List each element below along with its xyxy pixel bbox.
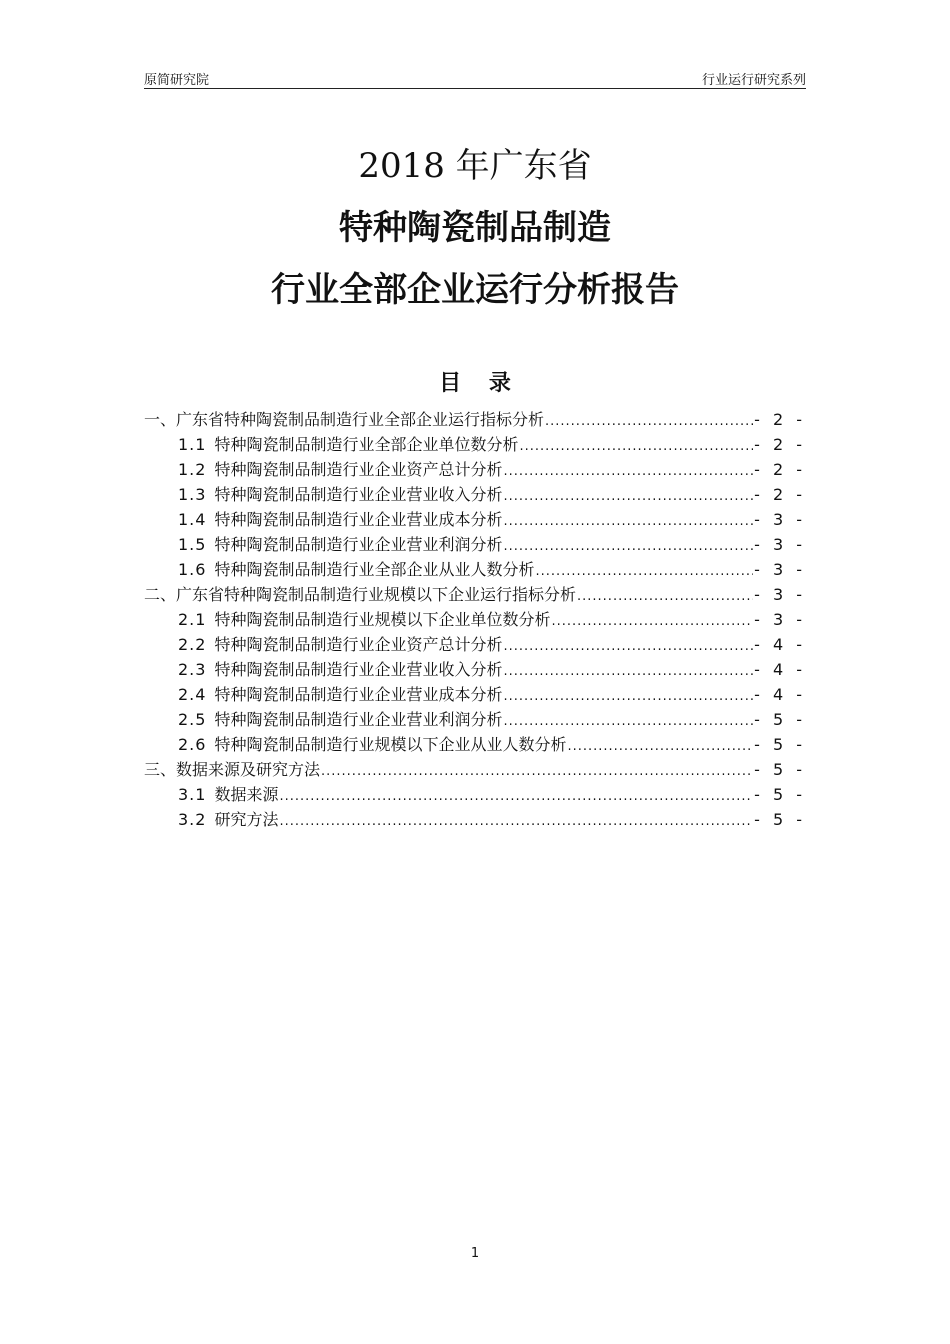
toc-entry-page: - 3 - — [754, 510, 806, 529]
toc-entry-page: - 4 - — [754, 635, 806, 654]
table-of-contents — [144, 407, 806, 832]
toc-leader-dots — [519, 434, 753, 459]
toc-leader-dots — [503, 509, 753, 534]
toc-entry-text: 数据来源 — [214, 785, 279, 804]
toc-entry-text: 特种陶瓷制品制造行业规模以下企业单位数分析 — [214, 610, 551, 629]
toc-entry-page: - 2 - — [754, 410, 806, 429]
toc-entry-number: 3.2 — [178, 810, 207, 829]
toc-leader-dots — [545, 409, 753, 434]
toc-leader-dots — [279, 809, 753, 834]
toc-entry[interactable] — [144, 557, 806, 582]
page-number: 1 — [470, 1246, 480, 1261]
toc-entry[interactable] — [144, 532, 806, 557]
toc-entry-number: 1.3 — [178, 485, 207, 504]
toc-leader-dots — [503, 534, 753, 559]
toc-leader-dots — [567, 734, 753, 759]
toc-entry-page: - 2 - — [754, 460, 806, 479]
toc-entry-text: 特种陶瓷制品制造行业企业资产总计分析 — [214, 635, 503, 654]
toc-leader-dots — [551, 609, 753, 634]
toc-entry-page: - 2 - — [754, 485, 806, 504]
toc-leader-dots — [503, 709, 753, 734]
toc-entry-text: 特种陶瓷制品制造行业企业营业收入分析 — [214, 485, 503, 504]
toc-leader-dots — [503, 684, 753, 709]
toc-entry-page: - 5 - — [754, 760, 806, 779]
page-header — [144, 66, 806, 89]
toc-entry-number: 2.4 — [178, 685, 207, 704]
toc-entry[interactable] — [144, 707, 806, 732]
header-series: 行业运行研究系列 — [701, 73, 806, 88]
toc-entry[interactable] — [144, 607, 806, 632]
toc-entry[interactable] — [144, 457, 806, 482]
toc-entry-page: - 3 - — [754, 535, 806, 554]
toc-entry-page: - 5 - — [754, 710, 806, 729]
toc-entry[interactable] — [144, 482, 806, 507]
toc-entry-number: 1.5 — [178, 535, 207, 554]
toc-entry-page: - 3 - — [754, 585, 806, 604]
toc-entry-text: 特种陶瓷制品制造行业规模以下企业从业人数分析 — [214, 735, 567, 754]
toc-entry[interactable] — [144, 407, 806, 432]
title-line-2: 特种陶瓷制品制造 — [339, 208, 611, 248]
toc-entry[interactable] — [144, 782, 806, 807]
toc-entry-page: - 5 - — [754, 785, 806, 804]
toc-entry[interactable] — [144, 432, 806, 457]
toc-entry-number: 2.6 — [178, 735, 207, 754]
toc-entry-text: 研究方法 — [214, 810, 279, 829]
toc-entry-text: 特种陶瓷制品制造行业企业资产总计分析 — [214, 460, 503, 479]
toc-entry-page: - 3 - — [754, 560, 806, 579]
toc-entry-number: 1.6 — [178, 560, 207, 579]
toc-entry[interactable] — [144, 807, 806, 832]
toc-entry-page: - 3 - — [754, 610, 806, 629]
toc-entry-text: 特种陶瓷制品制造行业企业营业成本分析 — [214, 510, 503, 529]
title-line-3: 行业全部企业运行分析报告 — [271, 270, 679, 310]
toc-entry-text: 特种陶瓷制品制造行业企业营业利润分析 — [214, 710, 503, 729]
toc-entry[interactable] — [144, 632, 806, 657]
toc-entry[interactable] — [144, 757, 806, 782]
toc-leader-dots — [503, 634, 753, 659]
toc-entry-text: 特种陶瓷制品制造行业企业营业利润分析 — [214, 535, 503, 554]
toc-leader-dots — [503, 459, 753, 484]
toc-entry-text: 特种陶瓷制品制造行业企业营业成本分析 — [214, 685, 503, 704]
toc-entry-text: 一、广东省特种陶瓷制品制造行业全部企业运行指标分析 — [144, 410, 545, 429]
toc-entry-page: - 4 - — [754, 660, 806, 679]
toc-entry-number: 2.1 — [178, 610, 207, 629]
toc-entry-page: - 2 - — [754, 435, 806, 454]
toc-entry-text: 特种陶瓷制品制造行业全部企业单位数分析 — [214, 435, 519, 454]
toc-leader-dots — [321, 759, 753, 784]
toc-leader-dots — [577, 584, 753, 609]
toc-entry-number: 1.1 — [178, 435, 207, 454]
toc-entry[interactable] — [144, 657, 806, 682]
toc-leader-dots — [503, 659, 753, 684]
toc-leader-dots — [503, 484, 753, 509]
toc-entry-page: - 4 - — [754, 685, 806, 704]
toc-entry-number: 1.2 — [178, 460, 207, 479]
toc-leader-dots — [279, 784, 753, 809]
toc-entry-number: 2.2 — [178, 635, 207, 654]
toc-entry-page: - 5 - — [754, 810, 806, 829]
toc-entry-text: 特种陶瓷制品制造行业企业营业收入分析 — [214, 660, 503, 679]
toc-entry-number: 2.3 — [178, 660, 207, 679]
toc-entry-number: 1.4 — [178, 510, 207, 529]
toc-entry[interactable] — [144, 732, 806, 757]
toc-entry[interactable] — [144, 682, 806, 707]
toc-entry-number: 3.1 — [178, 785, 207, 804]
toc-entry[interactable] — [144, 582, 806, 607]
toc-entry-text: 特种陶瓷制品制造行业全部企业从业人数分析 — [214, 560, 535, 579]
toc-heading: 目 录 — [439, 371, 521, 396]
toc-entry-page: - 5 - — [754, 735, 806, 754]
toc-leader-dots — [535, 559, 753, 584]
toc-entry-text: 三、数据来源及研究方法 — [144, 760, 321, 779]
toc-entry-number: 2.5 — [178, 710, 207, 729]
toc-entry[interactable] — [144, 507, 806, 532]
title-line-1: 2018 年广东省 — [358, 146, 592, 186]
header-publisher: 原简研究院 — [144, 73, 210, 88]
toc-entry-text: 二、广东省特种陶瓷制品制造行业规模以下企业运行指标分析 — [144, 585, 577, 604]
